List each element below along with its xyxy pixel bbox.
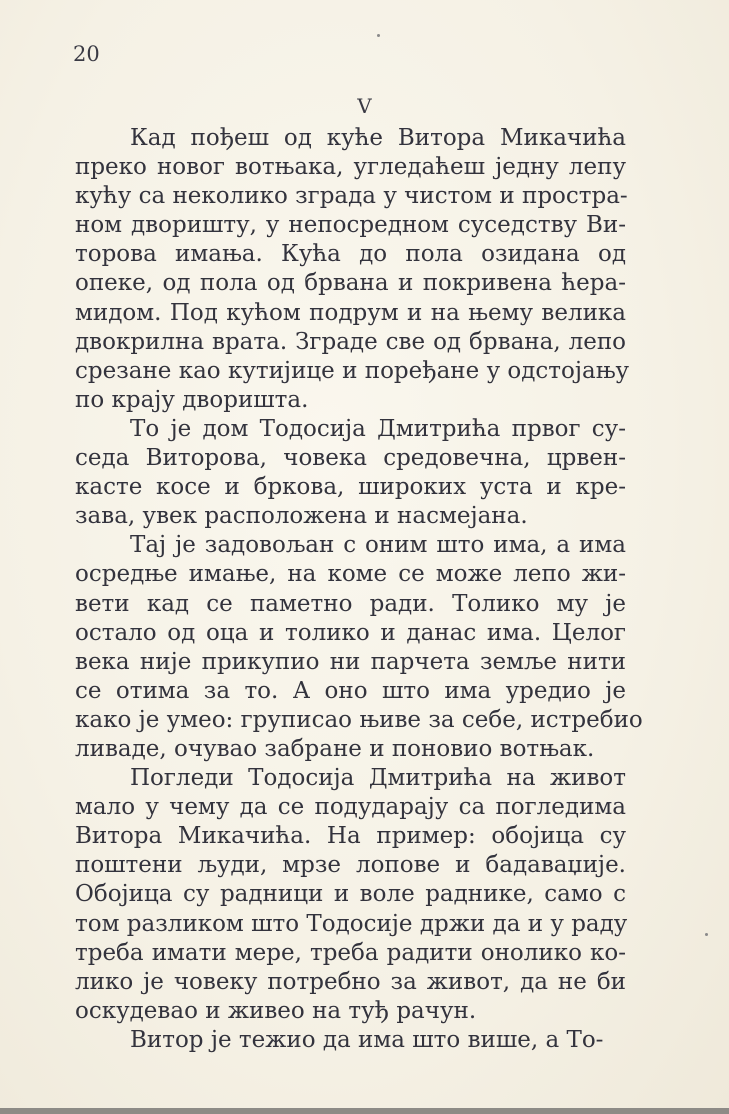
page-number: 20	[73, 42, 100, 66]
text-line: оскудевао и живео на туђ рачун.	[75, 997, 477, 1024]
text-line: по крају дворишта.	[75, 386, 309, 413]
text-line: седа Виторова, човека средовечна, црвен-	[75, 445, 626, 472]
text-line: кућу са неколико зграда у чистом и простра-	[75, 183, 628, 210]
text-line: како је умео: груписао њиве за себе, истребио	[75, 706, 643, 733]
body-text	[75, 124, 643, 1055]
text-line: ном дворишту, у непосредном суседству Ви-	[75, 212, 626, 239]
text-line: се отима за то. А оно што има уредио је	[75, 677, 626, 704]
text-line: То је дом Тодосија Дмитрића првог су-	[130, 415, 626, 442]
text-line: мидом. Под кућом подрум и на њему велика	[75, 299, 626, 326]
text-line: Тај је задовољан с оним што има, а има	[130, 532, 626, 559]
text-line: Погледи Тодосија Дмитрића на живот	[130, 765, 626, 792]
text-line: вети кад се паметно ради. Толико му је	[75, 590, 626, 617]
text-line: осредње имање, на коме се може лепо жи-	[75, 561, 626, 588]
chapter-marker: V	[357, 94, 372, 118]
text-line: поштени људи, мрзе лопове и бадаваџије.	[75, 852, 626, 879]
text-line: Витор је тежио да има што више, а То-	[130, 1026, 604, 1053]
paper-speck	[377, 34, 380, 37]
text-line: зава, увек расположена и насмејана.	[75, 503, 528, 530]
text-line: Кад пођеш од куће Витора Микачића	[130, 125, 626, 151]
text-line: двокрилна врата. Зграде све од брвана, лепо	[75, 328, 626, 355]
text-line: преко новог вотњака, угледаћеш једну лепу	[75, 154, 626, 181]
text-line: Обојица су радници и воле раднике, само с	[75, 881, 626, 908]
text-line: ливаде, очувао забране и поновио вотњак.	[75, 735, 595, 762]
text-line: мало у чему да се подударају са погледима	[75, 794, 626, 821]
paper-speck	[705, 933, 708, 936]
text-line: том разликом што Тодосије држи да и у раду	[75, 910, 628, 937]
text-line: треба имати мере, треба радити онолико ко-	[75, 939, 626, 966]
page-bottom-edge	[0, 1108, 729, 1114]
text-line: касте косе и бркова, широких уста и кре-	[75, 474, 626, 501]
text-line: срезане као кутијице и поређане у одстојању	[75, 357, 630, 384]
text-line: лико је човеку потребно за живот, да не би	[75, 968, 626, 995]
text-line: Витора Микачића. На пример: обојица су	[75, 823, 626, 850]
text-line: торова имања. Кућа до пола озидана од	[75, 241, 626, 268]
text-line: опеке, од пола од брвана и покривена ћера-	[75, 270, 626, 297]
text-line: века није прикупио ни парчета земље нити	[75, 648, 626, 675]
text-line: остало од оца и толико и данас има. Целог	[75, 619, 626, 646]
